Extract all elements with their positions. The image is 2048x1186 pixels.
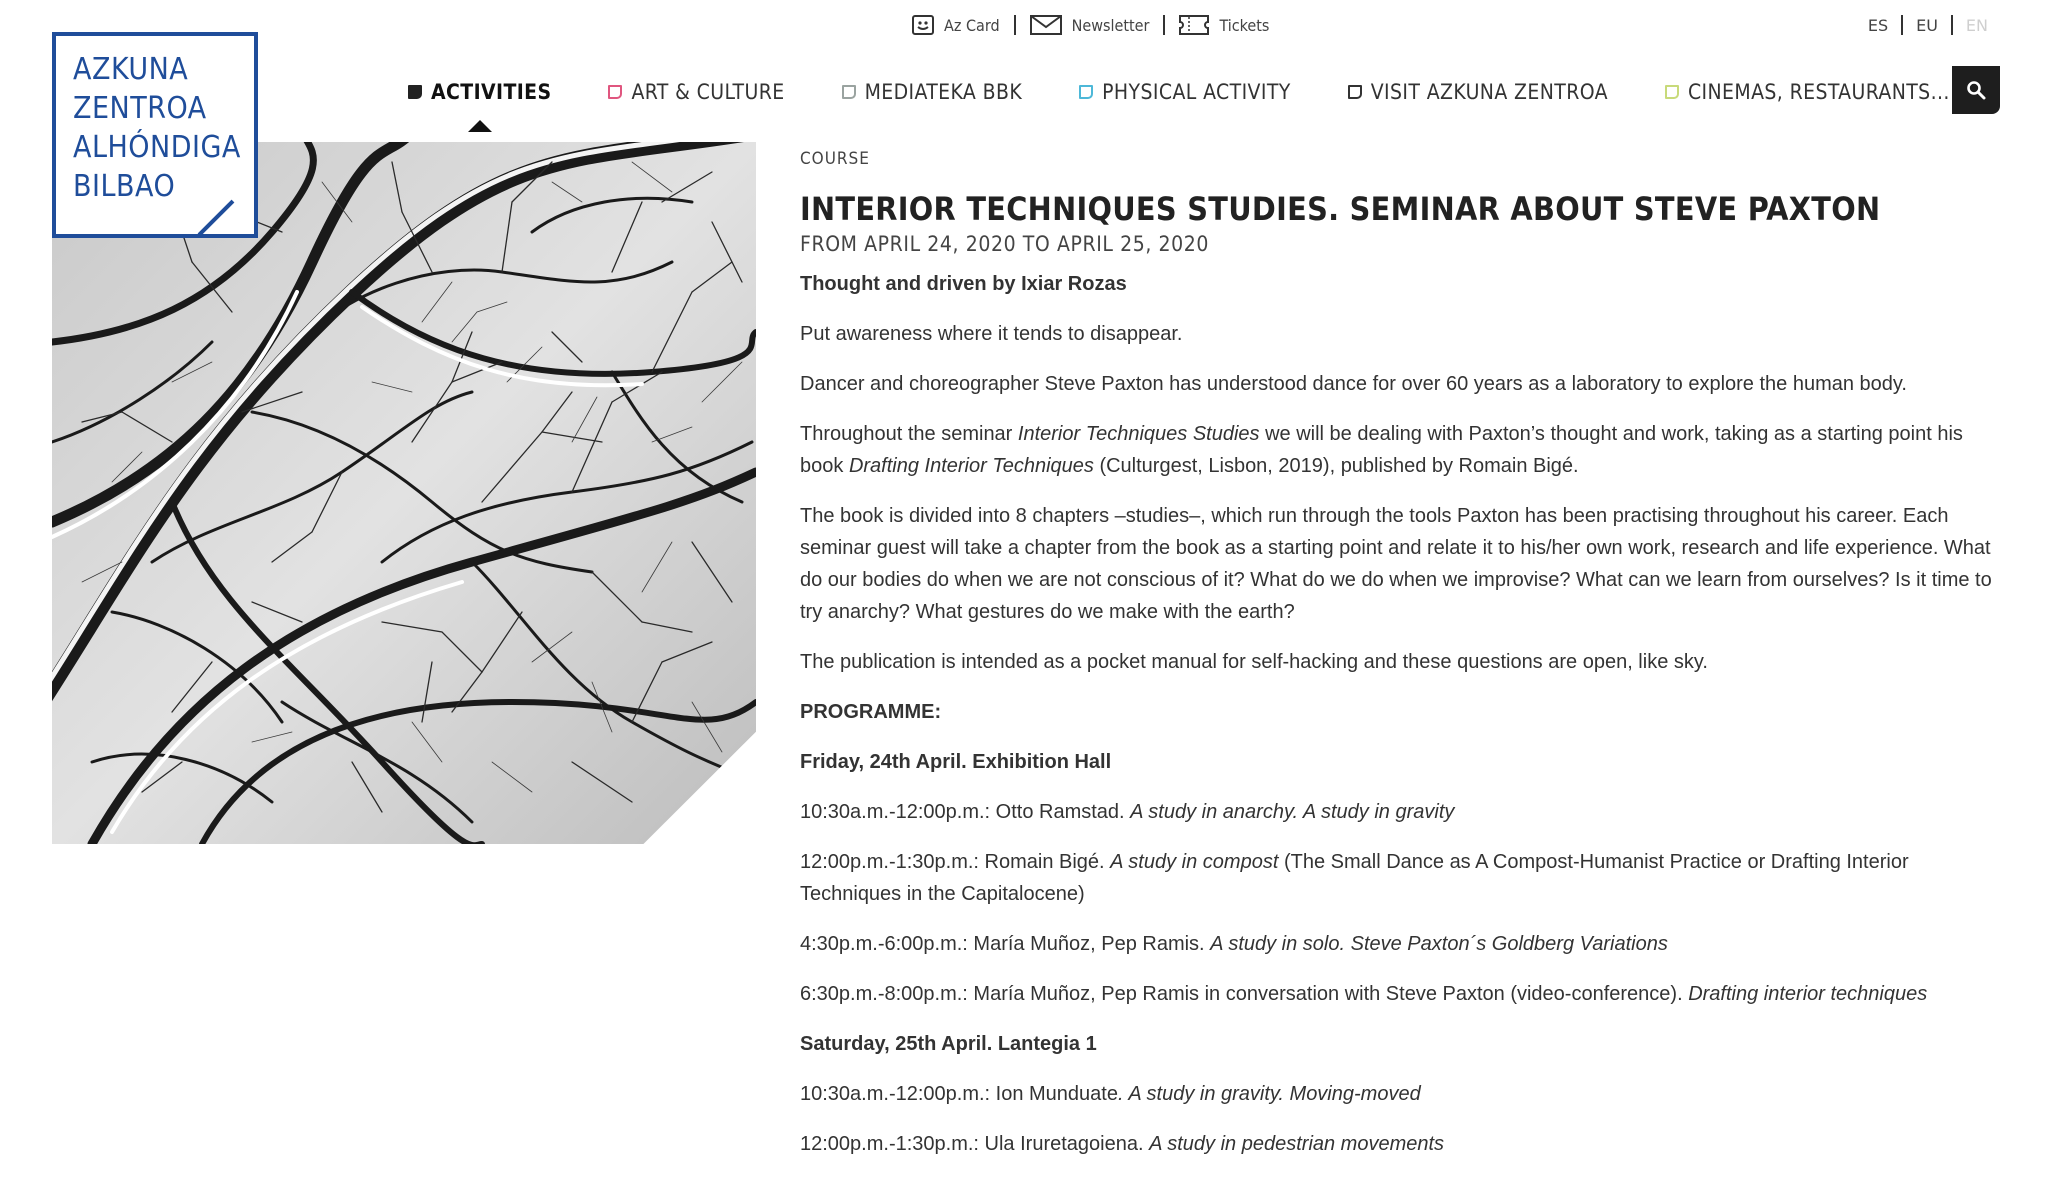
az-card-label: Az Card: [944, 15, 1000, 35]
nav-label: ART & CULTURE: [631, 80, 785, 104]
nav-marker-icon: [408, 85, 422, 99]
book-title: Interior Techniques Studies: [1017, 423, 1260, 445]
session-title: A study in pedestrian movements: [1149, 1133, 1445, 1155]
nav-marker-icon: [1348, 85, 1362, 99]
session-info: 4:30p.m.-6:00p.m.: María Muñoz, Pep Ramis.: [800, 933, 1211, 955]
event-article: [800, 148, 2000, 1178]
tree-branches-illustration: [52, 142, 756, 844]
nav-art-culture[interactable]: [608, 80, 784, 104]
day-heading-text: Friday, 24th April. Exhibition Hall: [800, 751, 1112, 773]
session-info: 12:00p.m.-1:30p.m.: Ula Iruretagoiena.: [800, 1133, 1150, 1155]
lang-es[interactable]: ES: [1867, 15, 1889, 35]
language-switcher: [1868, 12, 1988, 38]
lang-eu[interactable]: EU: [1916, 15, 1938, 35]
book-title: Drafting Interior Techniques: [848, 455, 1094, 477]
logo-line: BILBAO: [73, 169, 176, 204]
session-item: [800, 1078, 2000, 1110]
main-nav: [408, 72, 2007, 112]
text-span: (Culturgest, Lisbon, 2019), published by Romain Bigé.: [1093, 455, 1579, 477]
paragraph: Put awareness where it tends to disappear.: [800, 323, 1183, 345]
paragraph: The publication is intended as a pocket manual for self-hacking and these questions are open, like sky.: [800, 651, 1708, 673]
paragraph: [800, 418, 2000, 482]
divider: [1901, 15, 1903, 35]
session-info: 12:00p.m.-1:30p.m.: Romain Bigé.: [800, 851, 1111, 873]
session-item: [800, 846, 2000, 910]
author-line: [800, 268, 2000, 300]
az-card-link[interactable]: [912, 15, 1000, 35]
session-title: A study in compost: [1110, 851, 1279, 873]
divider: [1163, 15, 1165, 35]
utility-bar: [912, 12, 1269, 38]
newsletter-link[interactable]: [1030, 15, 1150, 35]
search-icon: [1966, 80, 1986, 100]
session-item: [800, 928, 2000, 960]
nav-marker-icon: [842, 85, 856, 99]
nav-label: ACTIVITIES: [431, 80, 552, 104]
event-category: COURSE: [800, 149, 870, 169]
nav-label: PHYSICAL ACTIVITY: [1102, 80, 1291, 104]
paragraph: The book is divided into 8 chapters –studies–, which run through the tools Paxton has been practising throughout his career. Each seminar guest will take a chapter from the book as a starting point and relate it to his/her own work, research and life experience. What do our bodies do when we are not conscious of it? What do we do when we improvise? What can we learn from ourselves? Is it time to try anarchy? What gestures do we make with the earth?: [800, 505, 1992, 623]
divider: [1951, 15, 1953, 35]
day-heading: [800, 746, 2000, 778]
nav-marker-icon: [1665, 85, 1679, 99]
lang-en[interactable]: EN: [1965, 15, 1988, 35]
nav-label: VISIT AZKUNA ZENTROA: [1370, 80, 1608, 104]
envelope-icon: [1030, 15, 1062, 35]
text-span: we will be dealing with Paxton’s thought and work, taking as a starting point his book: [800, 423, 1963, 477]
session-info: 10:30a.m.-12:00p.m.: Ion Munduate: [800, 1083, 1118, 1105]
paragraph: Dancer and choreographer Steve Paxton has understood dance for over 60 years as a laboratory to explore the human body.: [800, 373, 1907, 395]
nav-label: CINEMAS, RESTAURANTS...: [1687, 80, 1950, 104]
logo-text: [73, 50, 241, 206]
nav-label: MEDIATEKA BBK: [864, 80, 1023, 104]
session-title: Drafting interior techniques: [1688, 983, 1928, 1005]
smiley-card-icon: [912, 15, 934, 35]
logo-line: ZENTROA: [73, 91, 207, 126]
newsletter-label: Newsletter: [1071, 15, 1150, 35]
logo-line: AZKUNA: [73, 52, 189, 87]
nav-mediateka-bbk[interactable]: [842, 80, 1023, 104]
search-button[interactable]: [1952, 66, 2000, 114]
text-span: Throughout the seminar: [800, 423, 1018, 445]
site-logo[interactable]: [52, 32, 258, 238]
nav-activities[interactable]: [408, 80, 551, 104]
nav-marker-icon: [1079, 85, 1093, 99]
session-note: (The Small Dance as A Compost-Humanist Practice or Drafting Interior Techniques in the Capitalocene): [800, 851, 1909, 905]
event-image: [52, 142, 756, 844]
session-info: 6:30p.m.-8:00p.m.: María Muñoz, Pep Ramis in conversation with Steve Paxton (video-conference).: [800, 983, 1689, 1005]
session-title: A study in anarchy. A study in gravity: [1130, 801, 1455, 823]
programme-heading: [800, 696, 2000, 728]
divider: [1014, 15, 1016, 35]
tickets-label: Tickets: [1219, 15, 1270, 35]
event-title: INTERIOR TECHNIQUES STUDIES. SEMINAR ABOUT STEVE PAXTON: [800, 190, 1881, 228]
nav-visit[interactable]: [1348, 80, 1608, 104]
session-info: 10:30a.m.-12:00p.m.: Otto Ramstad.: [800, 801, 1131, 823]
session-title: . A study in gravity. Moving-moved: [1117, 1083, 1421, 1105]
nav-cinemas-restaurants[interactable]: [1665, 80, 1950, 104]
active-caret-icon: [468, 120, 492, 132]
day-heading: [800, 1028, 2000, 1060]
programme-heading-text: PROGRAMME:: [800, 701, 942, 723]
session-item: [800, 978, 2000, 1010]
session-title: A study in solo. Steve Paxton´s Goldberg Variations: [1210, 933, 1668, 955]
tickets-link[interactable]: [1179, 15, 1269, 35]
session-item: [800, 1128, 2000, 1160]
logo-line: ALHÓNDIGA: [73, 130, 241, 165]
nav-physical-activity[interactable]: [1079, 80, 1291, 104]
day-heading-text: Saturday, 25th April. Lantegia 1: [800, 1033, 1097, 1055]
ticket-icon: [1179, 15, 1209, 35]
session-item: [800, 796, 2000, 828]
nav-marker-icon: [608, 85, 622, 99]
event-dates: FROM APRIL 24, 2020 TO APRIL 25, 2020: [800, 232, 1210, 256]
author-text: Thought and driven by Ixiar Rozas: [800, 273, 1127, 295]
